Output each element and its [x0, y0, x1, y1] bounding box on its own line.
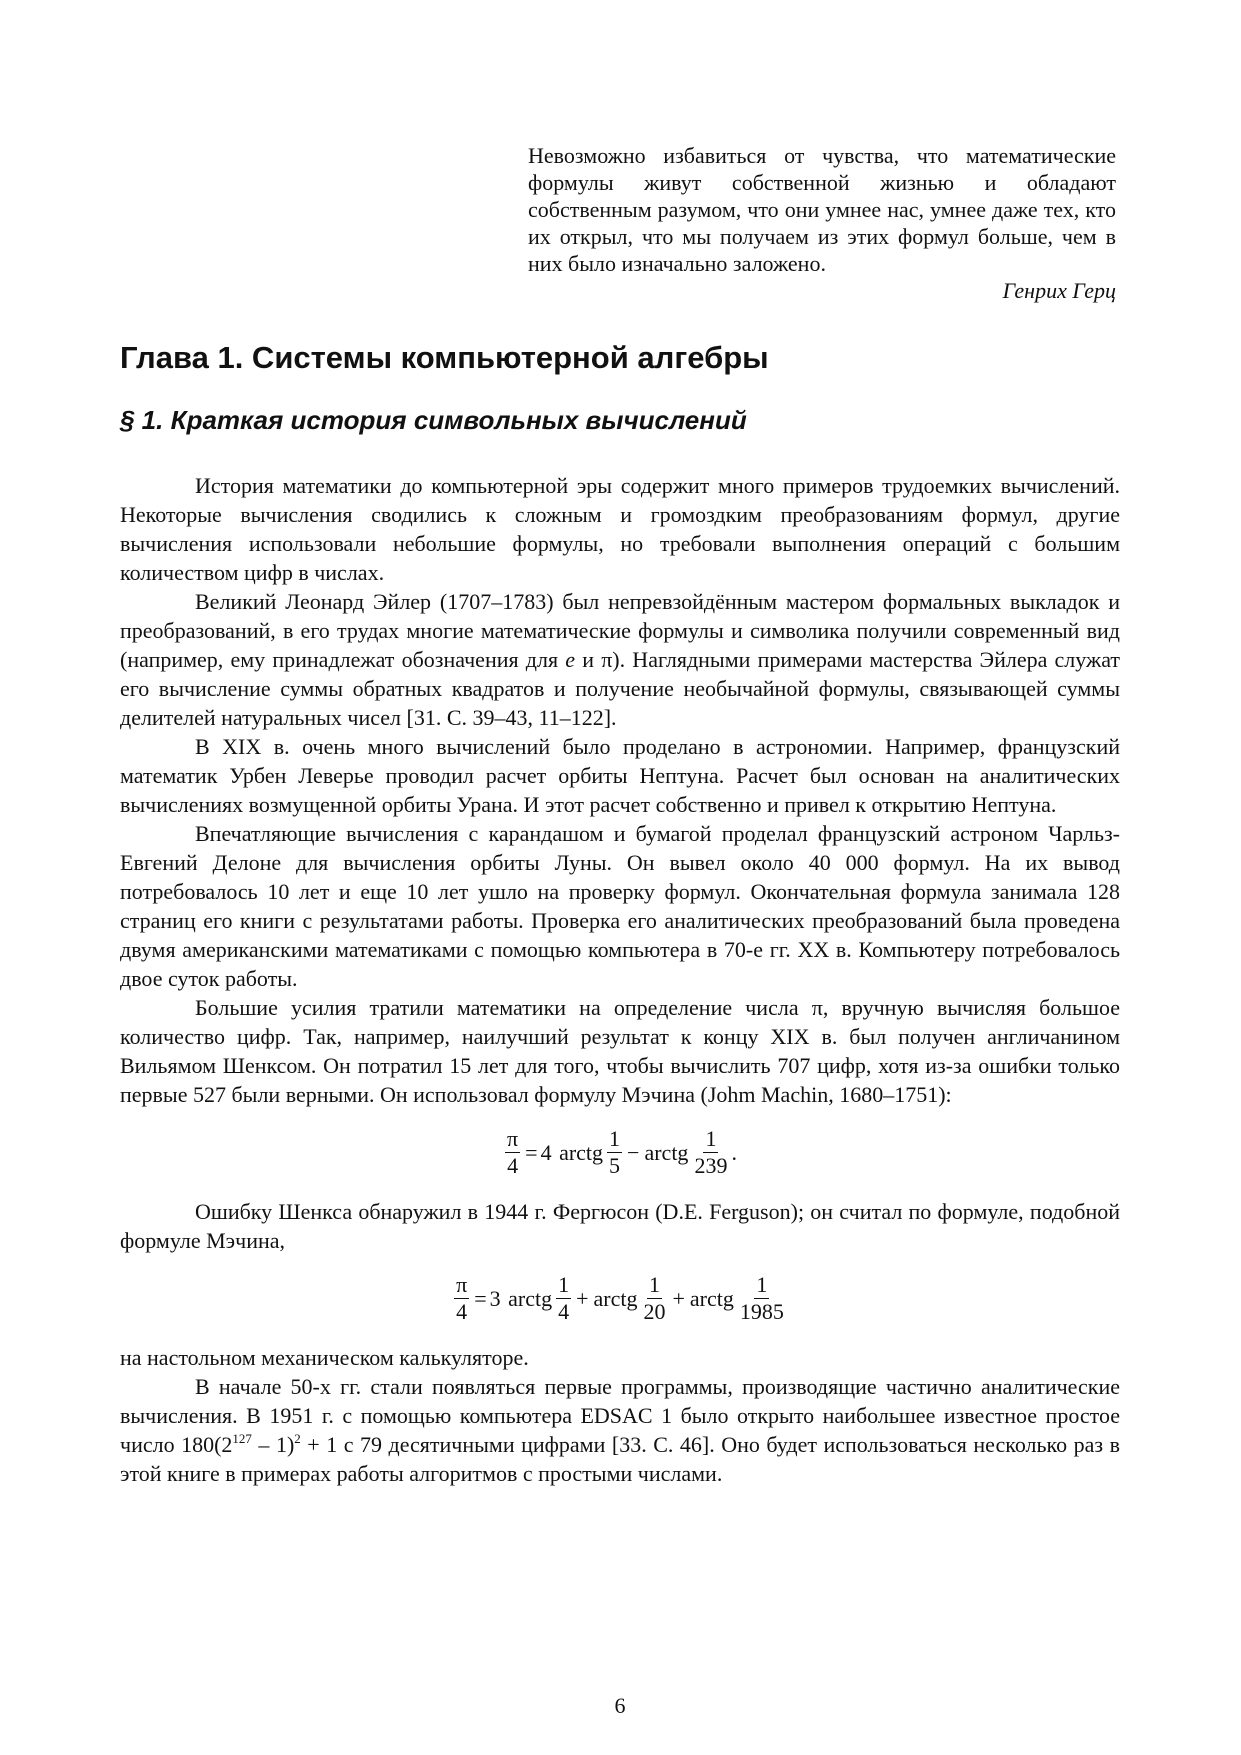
formula1-lhs-den: 4 — [507, 1152, 519, 1178]
section-title: § 1. Краткая история символьных вычислений — [120, 405, 747, 435]
formula2-eq: = — [474, 1285, 487, 1311]
formula1-term1 — [607, 1126, 622, 1179]
formula2-lhs — [454, 1272, 469, 1325]
formula1-lhs — [505, 1126, 520, 1179]
formula2-op1: + — [576, 1285, 589, 1311]
formula1-term2 — [692, 1126, 729, 1179]
paragraph-2-part-a: Великий Леонард Эйлер (1707–1783) был непревзойдённым мастером формальных выкладок и преобразований, в его трудах многие математические формулы и символика получили современный вид (например, ему принадлежат обозначения для — [120, 589, 1120, 672]
epigraph — [528, 142, 1116, 304]
ferguson-formula — [120, 1255, 1120, 1343]
formula1-op1: − — [627, 1139, 640, 1165]
chapter-title: Глава 1. Системы компьютерной алгебры — [120, 340, 769, 375]
formula2-lhs-den: 4 — [456, 1298, 468, 1324]
formula1-end: . — [731, 1139, 737, 1165]
formula1-fn2: arctg — [644, 1139, 689, 1165]
paragraph-5: Большие усилия тратили математики на определение числа π, вручную вычисляя большое количество цифр. Так, например, наилучший результат к концу XIX в. был получен англичанином Вильямом Шенксом. Он потратил 15 лет для того, чтобы вычислить 707 цифр, хотя из-за ошибки только первые 527 были верными. Он использовал формулу Мэчина (Johm Machin, 1680–1751): — [120, 995, 1120, 1107]
paragraph-7: на настольном механическом калькуляторе. — [120, 1345, 529, 1370]
paragraph-2 — [120, 587, 1120, 732]
formula1-term2-den: 239 — [694, 1152, 728, 1178]
paragraph-3: В XIX в. очень много вычислений было проделано в астрономии. Например, французский математик Урбен Леверье проводил расчет орбиты Нептуна. Расчет был основан на аналитических вычислениях возмущенной орбиты Урана. И этот расчет собственно и привел к открытию Нептуна. — [120, 734, 1120, 817]
formula2-term3-num: 1 — [756, 1271, 768, 1297]
formula1-fn1: arctg — [559, 1139, 604, 1165]
paragraph-4: Впечатляющие вычисления с карандашом и бумагой проделал французский астроном Чарльз-Евгений Делоне для вычисления орбиты Луны. Он вывел около 40 000 формул. На их вывод потребовалось 10 лет и еще 10 лет ушло на проверку формул. Окончательная формула занимала 128 страниц его книги с результатами работы. Проверка его аналитических преобразований была проведена двумя американскими математиками с помощью компьютера в 70-е гг. XX в. Компьютеру потребовалось двое суток работы. — [120, 821, 1120, 991]
formula1-term2-num: 1 — [705, 1125, 717, 1151]
formula2-term1-num: 1 — [558, 1271, 570, 1297]
formula1-lhs-num: π — [507, 1125, 519, 1151]
formula2-fn3: arctg — [689, 1285, 734, 1311]
formula1-coef: 4 — [540, 1139, 552, 1165]
paragraph-2-and: и — [582, 647, 594, 672]
formula2-lhs-num: π — [456, 1271, 468, 1297]
formula2-op2: + — [672, 1285, 685, 1311]
formula2-coef: 3 — [489, 1285, 501, 1311]
formula1-eq: = — [525, 1139, 538, 1165]
paragraph-1: История математики до компьютерной эры содержит много примеров трудоемких вычислений. Некоторые вычисления сводились к сложным и громоздким преобразованиям формул, другие вычисления использовали небольшие формулы, но требовали выполнения операций с большим количеством цифр в числах. — [120, 473, 1120, 585]
formula2-term2 — [642, 1272, 668, 1325]
formula1-term1-num: 1 — [609, 1125, 621, 1151]
formula2-fn2: arctg — [593, 1285, 638, 1311]
formula2-term1 — [556, 1272, 571, 1325]
formula2-term3-den: 1985 — [739, 1298, 784, 1324]
epigraph-text: Невозможно избавиться от чувства, что математические формулы живут собственной жизнью и обладают собственным разумом, что они умнее нас, умнее даже тех, кто их открыл, что мы получаем из этих формул больше, чем в них было изначально заложено. — [528, 143, 1116, 276]
epigraph-author: Генрих Герц — [1002, 278, 1116, 303]
formula2-fn1: arctg — [508, 1285, 553, 1311]
symbol-pi: π — [601, 647, 613, 672]
paragraph-6: Ошибку Шенкса обнаружил в 1944 г. Фергюсон (D.E. Ferguson); он считал по формуле, подобной формуле Мэчина, — [120, 1199, 1120, 1253]
paragraph-8 — [120, 1372, 1120, 1488]
formula2-term1-den: 4 — [558, 1298, 570, 1324]
paragraph-8-mid: – 1) — [251, 1432, 295, 1457]
formula1-term1-den: 5 — [609, 1152, 621, 1178]
formula2-term2-num: 1 — [649, 1271, 660, 1297]
body-text — [120, 471, 1120, 1488]
paragraph-2-part-b: ). Наглядными примерами мастерства Эйлера служат его вычисление суммы обратных квадратов и получение необычайной формулы, связывающей суммы делителей натуральных чисел [31. С. 39–43, 11–122]. — [120, 647, 1121, 730]
exponent-127: 127 — [232, 1431, 252, 1446]
document-page — [120, 0, 1120, 1755]
exponent-2: 2 — [294, 1431, 301, 1446]
page-number: 6 — [614, 1693, 626, 1718]
formula2-term2-den: 20 — [643, 1298, 666, 1324]
formula2-term3 — [738, 1272, 786, 1325]
paragraph-8-part-b: + 1 с 79 десятичными цифрами [33. С. 46]. Оно будет использоваться несколько раз в этой книге в примерах работы алгоритмов с простыми числами. — [120, 1432, 1120, 1486]
paragraph-8-part-a: В начале 50-х гг. стали появляться первые программы, производящие частично аналитические вычисления. В 1951 г. с помощью компьютера EDSAC 1 было открыто наибольшее известное простое число 180(2 — [120, 1374, 1120, 1457]
symbol-e: e — [565, 647, 576, 672]
machin-formula — [120, 1109, 1120, 1197]
